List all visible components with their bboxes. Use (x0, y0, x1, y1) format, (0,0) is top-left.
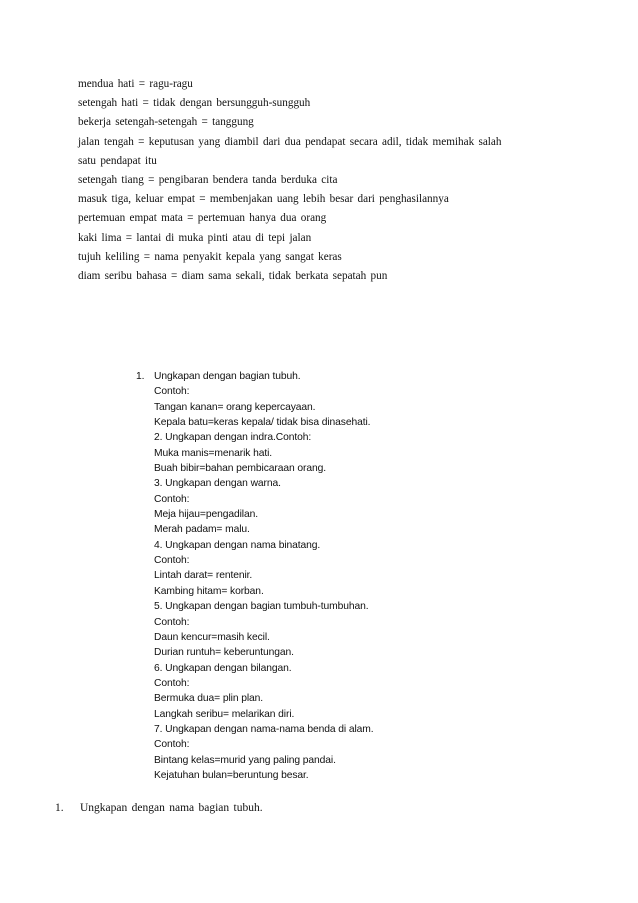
list-line: Bintang kelas=murid yang paling pandai. (154, 754, 336, 766)
list-line: Muka manis=menarik hati. (154, 447, 273, 459)
list-line: Langkah seribu= melarikan diri. (154, 708, 295, 720)
footer-number: 1. (55, 802, 64, 814)
list-line: Daun kencur=masih kecil. (154, 631, 270, 643)
list-line: Contoh: (154, 555, 190, 567)
list-line: 3. Ungkapan dengan warna. (154, 478, 281, 490)
idiom-line: masuk tiga, keluar empat = membenjakan uang lebih besar dari penghasilannya (78, 193, 449, 206)
list-line: 2. Ungkapan dengan indra.Contoh: (154, 432, 312, 444)
category-list (136, 369, 556, 783)
list-line: Kejatuhan bulan=beruntung besar. (154, 769, 309, 781)
idiom-line: pertemuan empat mata = pertemuan hanya dua orang (78, 212, 327, 225)
list-line: Contoh: (154, 677, 190, 689)
list-number: 1. (136, 371, 145, 382)
list-line: 7. Ungkapan dengan nama-nama benda di alam. (154, 723, 374, 735)
list-line: Bermuka dua= plin plan. (154, 693, 264, 705)
idiom-line: satu pendapat itu (78, 154, 157, 167)
list-line: Kambing hitam= korban. (154, 585, 264, 597)
list-line: 5. Ungkapan dengan bagian tumbuh-tumbuhan. (154, 601, 369, 613)
list-line: Contoh: (154, 493, 190, 505)
footer-text: Ungkapan dengan nama bagian tubuh. (80, 802, 263, 814)
list-line: Tangan kanan= orang kepercayaan. (154, 401, 316, 413)
list-line: Durian runtuh= keberuntungan. (154, 647, 294, 659)
idiom-line: setengah tiang = pengibaran bendera tanda berduka cita (78, 174, 338, 187)
list-line: Lintah darat= rentenir. (154, 570, 253, 582)
list-line: Ungkapan dengan bagian tubuh. (154, 371, 301, 382)
list-line: Buah bibir=bahan pembicaraan orang. (154, 463, 326, 475)
list-line: Merah padam= malu. (154, 524, 250, 536)
idiom-line: tujuh keliling = nama penyakit kepala yang sangat keras (78, 250, 342, 263)
list-line: Contoh: (154, 386, 190, 398)
idiom-line: jalan tengah = keputusan yang diambil dari dua pendapat secara adil, tidak memihak salah (78, 135, 502, 148)
idiom-line: mendua hati = ragu-ragu (78, 78, 193, 90)
list-line: Meja hijau=pengadilan. (154, 509, 258, 521)
idiom-list (78, 75, 578, 286)
list-line: 6. Ungkapan dengan bilangan. (154, 662, 292, 674)
list-line: Contoh: (154, 739, 190, 751)
list-line: Contoh: (154, 616, 190, 628)
list-line: Kepala batu=keras kepala/ tidak bisa dinasehati. (154, 417, 371, 429)
list-line: 4. Ungkapan dengan nama binatang. (154, 539, 321, 551)
idiom-line: setengah hati = tidak dengan bersungguh-sungguh (78, 97, 311, 110)
idiom-line: diam seribu bahasa = diam sama sekali, tidak berkata sepatah pun (78, 270, 388, 283)
idiom-line: kaki lima = lantai di muka pinti atau di tepi jalan (78, 231, 312, 244)
idiom-line: bekerja setengah-setengah = tanggung (78, 116, 254, 129)
footer-heading (55, 800, 575, 816)
